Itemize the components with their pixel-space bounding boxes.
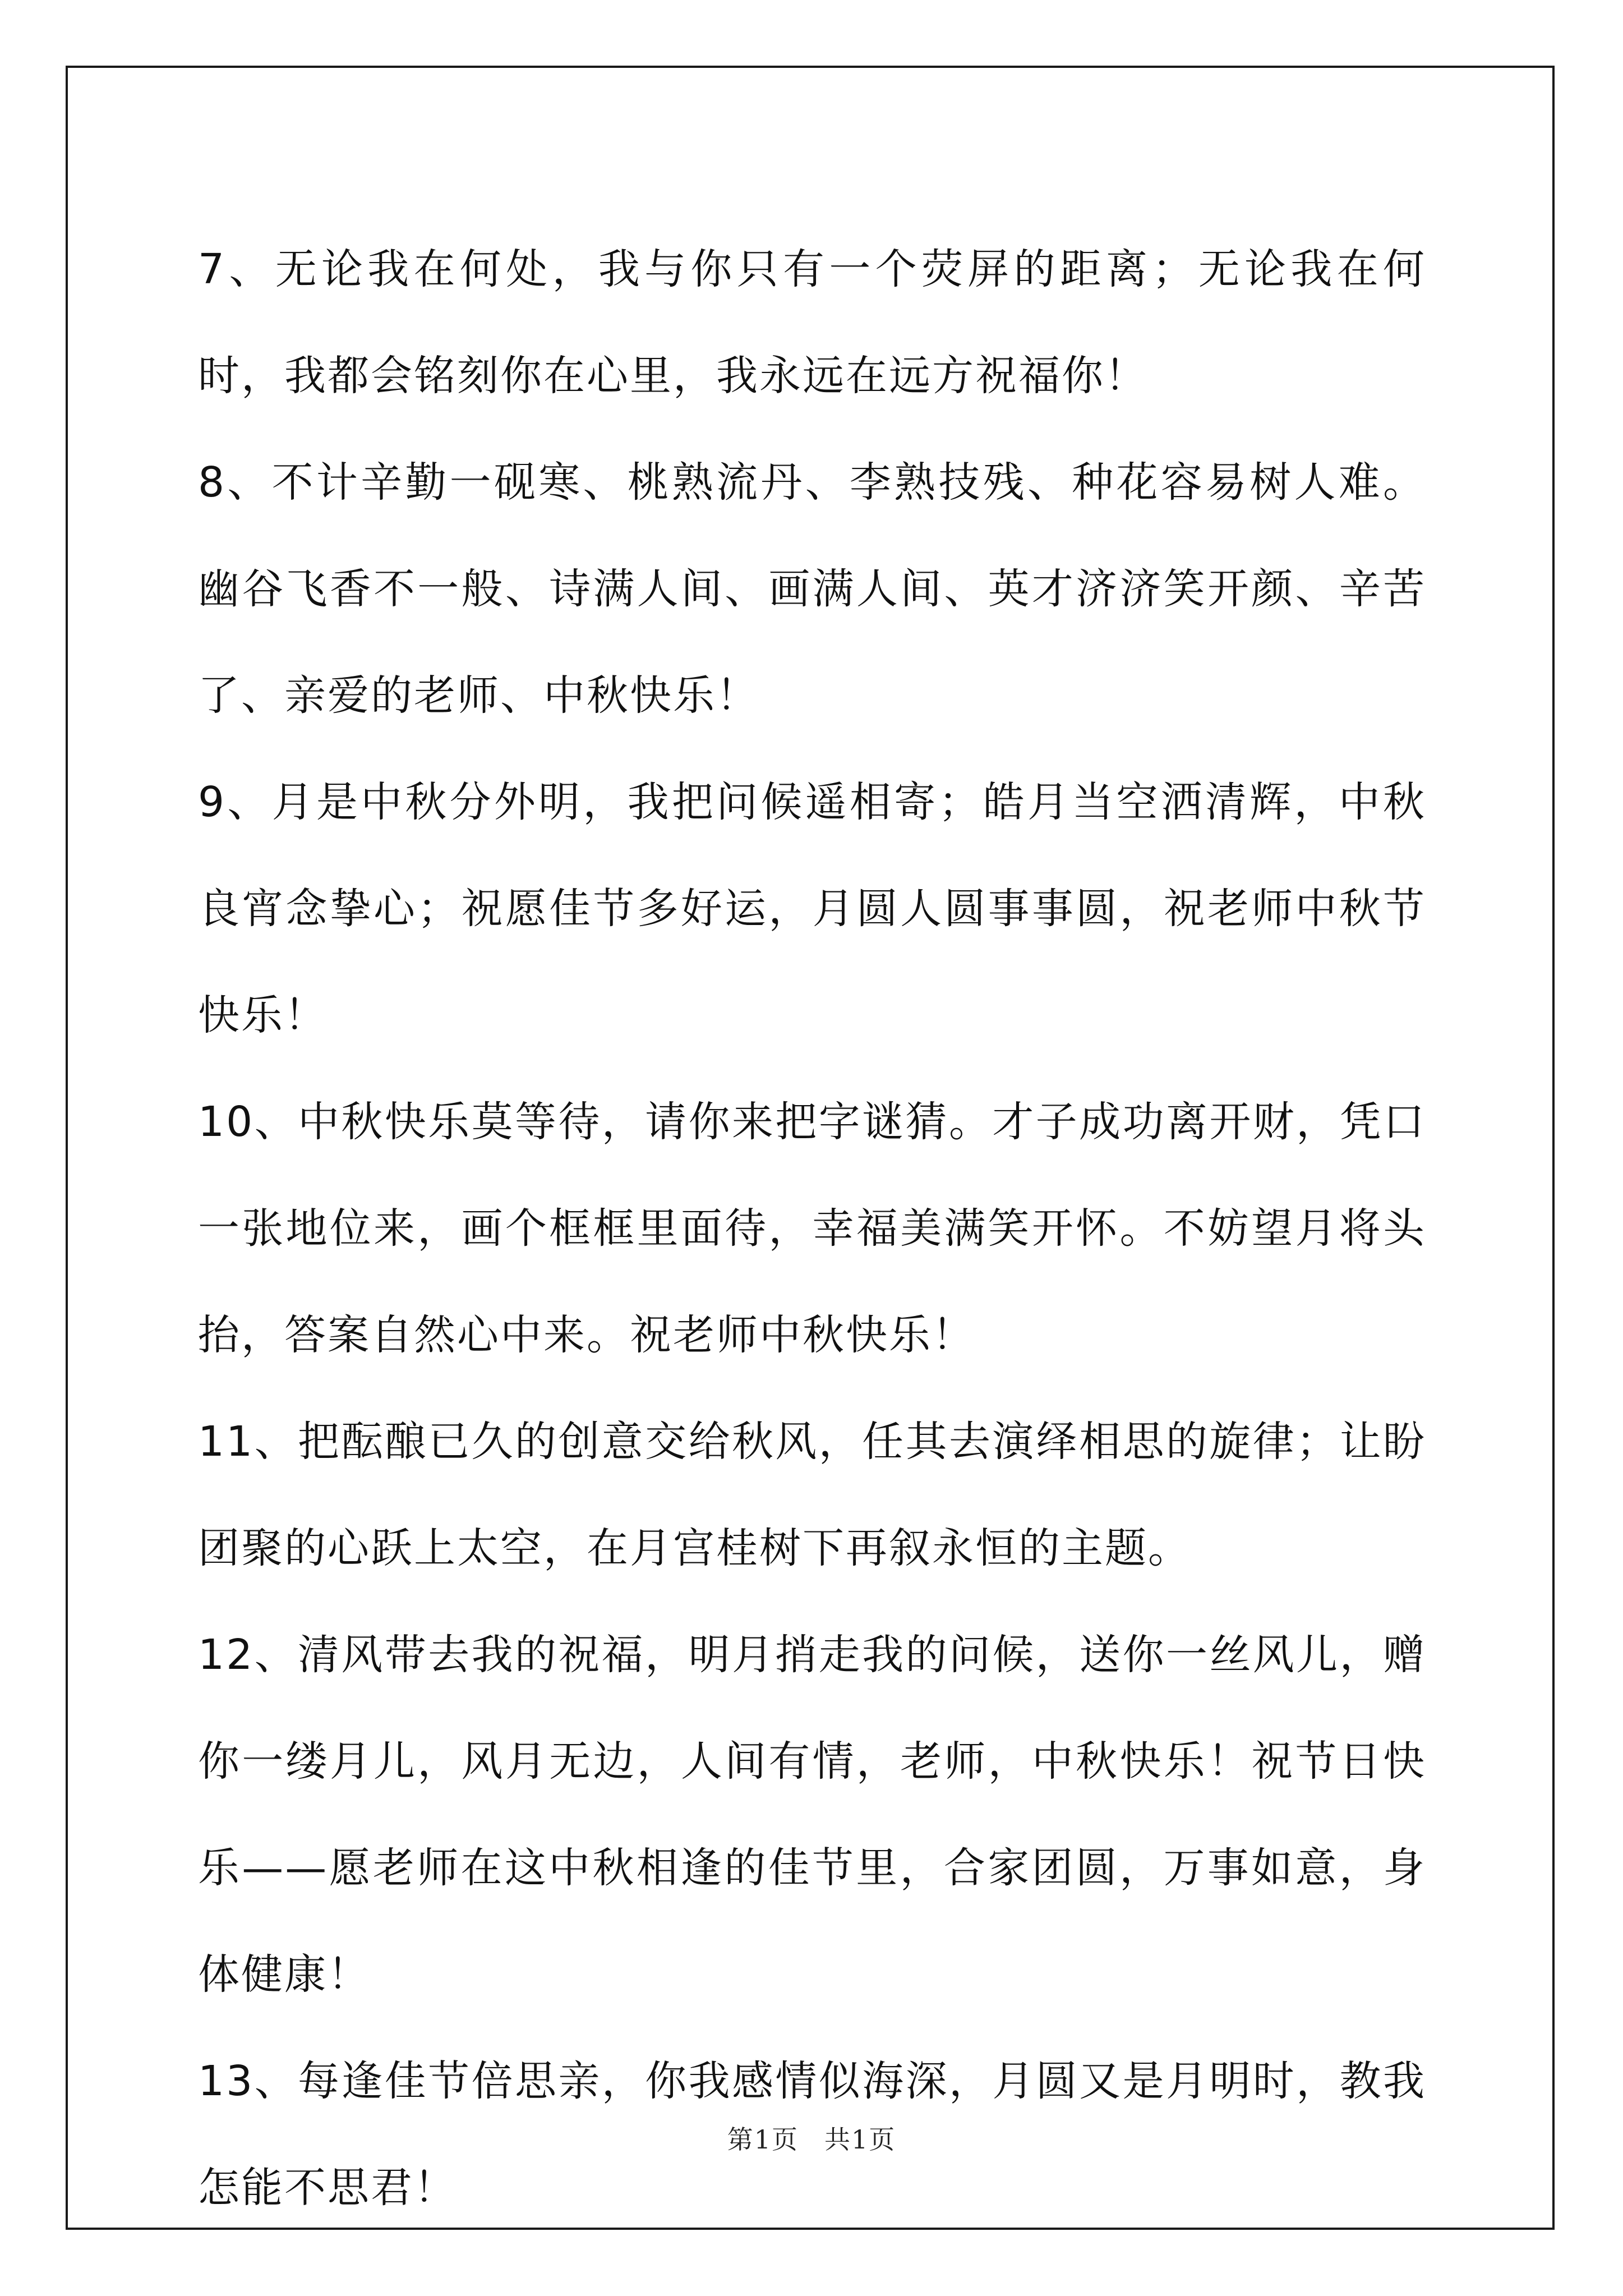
- page-number-current: 第1页: [727, 2124, 799, 2155]
- page-number-total: 共1页: [824, 2124, 896, 2155]
- paragraph-8: 8、不计辛勤一砚寒、桃熟流丹、李熟技残、种花容易树人难。幽谷飞香不一般、诗满人间、画满人间、英才济济笑开颜、辛苦了、亲爱的老师、中秋快乐！: [198, 458, 1426, 720]
- paragraph-9: 9、月是中秋分外明，我把问候遥相寄；皓月当空洒清辉，中秋良宵念挚心；祝愿佳节多好运，月圆人圆事事圆，祝老师中秋节快乐！: [198, 778, 1426, 1039]
- paragraph-13: 13、每逢佳节倍思亲，你我感情似海深，月圆又是月明时，教我怎能不思君！: [198, 2057, 1426, 2212]
- page-footer: [0, 2119, 1623, 2156]
- paragraph-12: 12、清风带去我的祝福，明月捎走我的问候，送你一丝风儿，赠你一缕月儿，风月无边，人间有情，老师，中秋快乐！祝节日快乐——愿老师在这中秋相逢的佳节里，合家团圆，万事如意，身体健康！: [198, 1631, 1426, 1999]
- paragraph-11: 11、把酝酿已久的创意交给秋风，任其去演绎相思的旋律；让盼团聚的心跃上太空，在月宫桂树下再叙永恒的主题。: [198, 1418, 1426, 1572]
- paragraph-10: 10、中秋快乐莫等待，请你来把字谜猜。才子成功离开财，凭口一张地位来，画个框框里面待，幸福美满笑开怀。不妨望月将头抬，答案自然心中来。祝老师中秋快乐！: [198, 1098, 1426, 1359]
- paragraph-7: 7、无论我在何处，我与你只有一个荧屏的距离；无论我在何时，我都会铭刻你在心里，我永远在远方祝福你！: [198, 245, 1426, 400]
- document-body: [198, 216, 1426, 2241]
